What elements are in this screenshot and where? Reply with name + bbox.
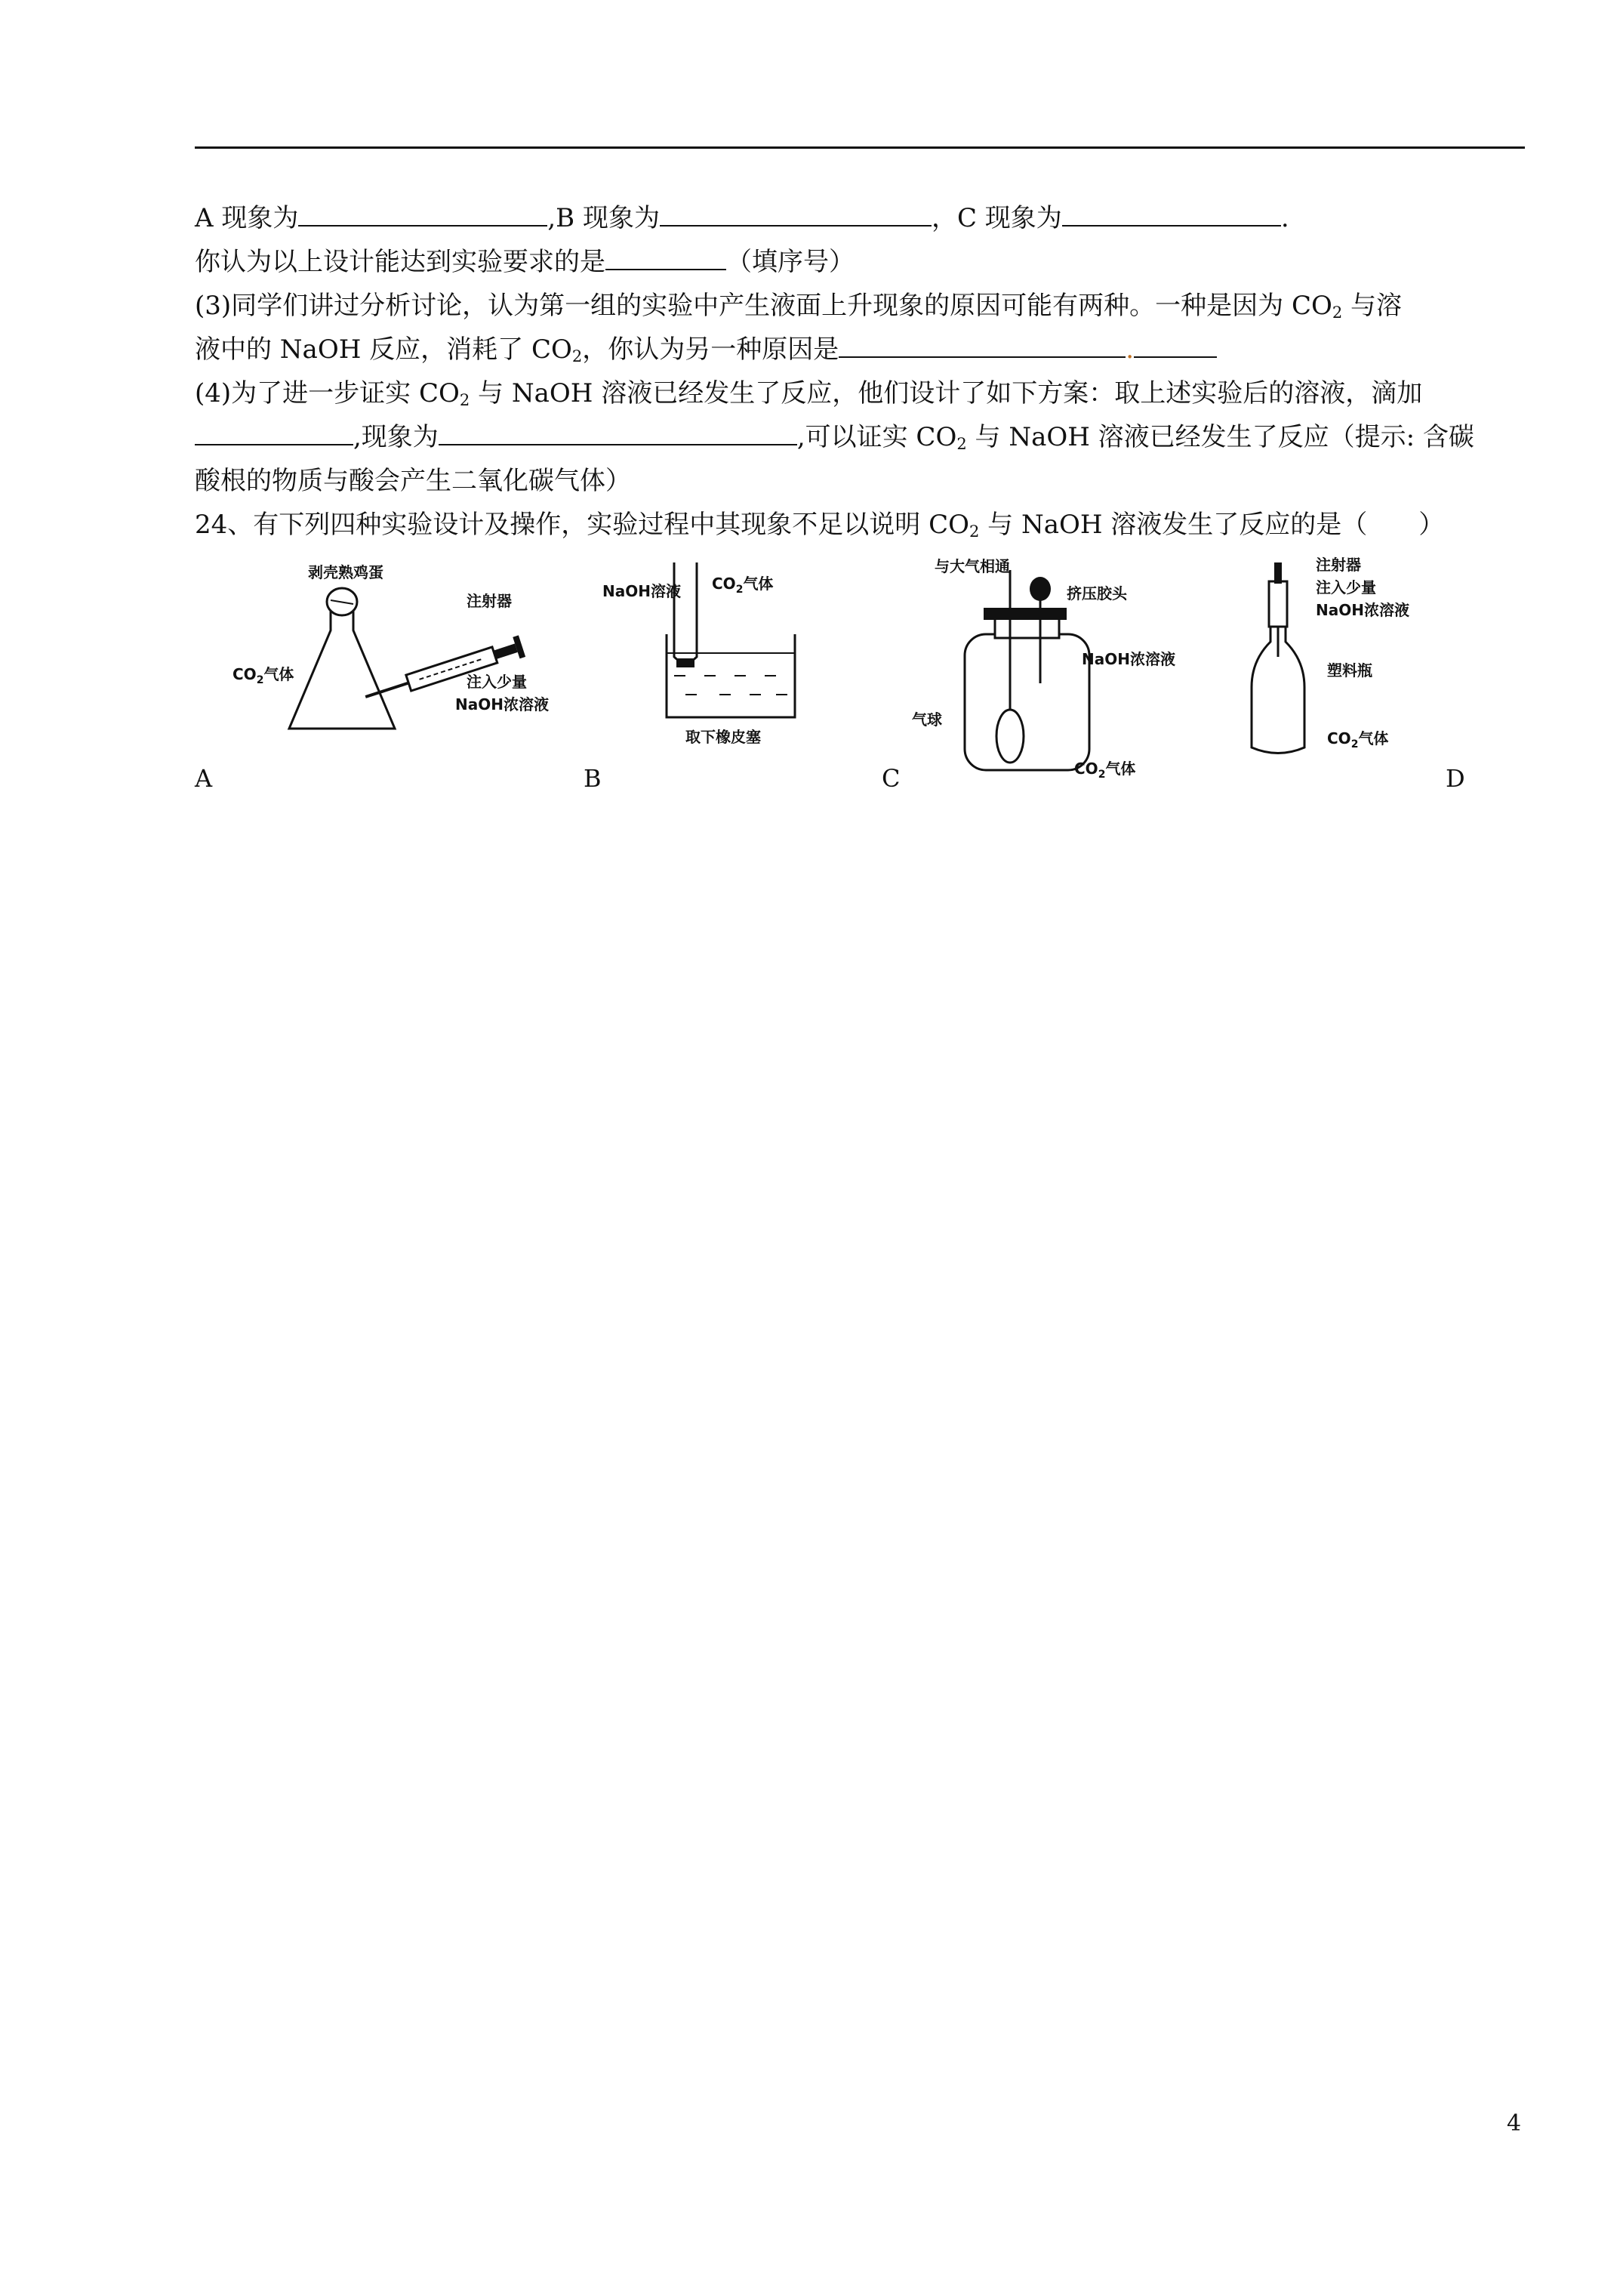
stray-dot: . bbox=[1126, 334, 1135, 365]
syringe-d-label: 注射器 bbox=[1316, 556, 1361, 574]
part4-hint-end: 酸根的物质与酸会产生二氧化碳气体） bbox=[195, 466, 631, 496]
part4-text-b: 与 NaOH 溶液已经发生了反应，他们设计了如下方案：取上述实验后的溶液，滴加 bbox=[470, 378, 1423, 408]
bulb-label: 挤压胶头 bbox=[1067, 584, 1127, 603]
a-phenomenon-label: A 现象为 bbox=[195, 203, 299, 233]
other-reason-blank-tail[interactable] bbox=[1134, 331, 1217, 358]
option-a-label: A bbox=[195, 764, 213, 793]
naoh-label-c: NaOH浓溶液 bbox=[1082, 650, 1175, 668]
inject-label-2: NaOH浓溶液 bbox=[455, 695, 549, 713]
a-phenomenon-blank[interactable] bbox=[298, 199, 547, 227]
jar-stopper bbox=[984, 608, 1067, 620]
test-tube bbox=[674, 562, 697, 663]
inject-label-1: 注入少量 bbox=[467, 673, 527, 691]
figure-c-jar bbox=[912, 555, 1229, 781]
part4-text-d: 与 NaOH 溶液已经发生了反应（提示: 含碳 bbox=[966, 422, 1474, 452]
design-blank[interactable] bbox=[605, 243, 726, 270]
option-b-label: B bbox=[584, 764, 602, 793]
c-phenomenon-blank[interactable] bbox=[1062, 199, 1281, 227]
q24-text-b: 与 NaOH 溶液发生了反应的是（ ） bbox=[979, 510, 1445, 540]
stopper-label: 取下橡皮塞 bbox=[685, 728, 761, 744]
part3-text-a: (3)同学们讲过分析讨论，认为第一组的实验中产生液面上升现象的原因可能有两种。一种是因为 CO bbox=[195, 291, 1332, 321]
bottle-label: 塑料瓶 bbox=[1327, 661, 1372, 680]
q23-part4-line3 bbox=[195, 459, 1525, 503]
c-phenomenon-label: ，C 现象为 bbox=[931, 203, 1062, 233]
b-phenomenon-blank[interactable] bbox=[660, 199, 932, 227]
syringe-needle bbox=[365, 683, 408, 697]
part3-line2-a: 液中的 NaOH 反应，消耗了 CO bbox=[195, 334, 572, 365]
subscript: 2 bbox=[459, 391, 470, 409]
part4-text-c: ,可以证实 CO bbox=[796, 422, 957, 452]
co2-label-d: $CO_2$气体 bbox=[1327, 729, 1389, 750]
subscript: 2 bbox=[956, 435, 967, 453]
q23-phenomena-line bbox=[195, 196, 1525, 240]
page-number: 4 bbox=[1507, 2110, 1522, 2137]
balloon-label: 气球 bbox=[912, 710, 942, 729]
naoh-label-b: NaOH溶液 bbox=[602, 582, 681, 600]
header-rule bbox=[195, 146, 1525, 149]
option-d-label: D bbox=[1446, 764, 1465, 793]
co2-label-a: $CO_2$气体 bbox=[233, 665, 294, 686]
egg-label: 剥壳熟鸡蛋 bbox=[308, 563, 383, 581]
figure-a-flask bbox=[233, 555, 550, 744]
balloon bbox=[996, 710, 1024, 763]
reagent-blank[interactable] bbox=[195, 418, 353, 445]
liquid-hatch bbox=[674, 676, 787, 695]
syringe-d-barrel bbox=[1269, 581, 1287, 627]
design-question: 你认为以上设计能达到实验要求的是 bbox=[195, 247, 605, 277]
subscript: 2 bbox=[969, 522, 980, 541]
inject-d-label-1: 注入少量 bbox=[1316, 578, 1376, 596]
q24-figures bbox=[195, 555, 1525, 797]
q23-design-line bbox=[195, 240, 1525, 284]
figure-d-bottle bbox=[1214, 555, 1523, 766]
figure-b-trough bbox=[602, 555, 874, 744]
subscript: 2 bbox=[1332, 304, 1343, 322]
rubber-stopper bbox=[676, 658, 694, 667]
design-suffix: （填序号） bbox=[726, 247, 855, 277]
other-reason-blank[interactable] bbox=[839, 331, 1126, 358]
rubber-bulb bbox=[1030, 577, 1051, 601]
jar bbox=[965, 634, 1089, 770]
inject-d-label-2: NaOH浓溶液 bbox=[1316, 601, 1409, 619]
option-c-label: C bbox=[882, 764, 901, 793]
q24-stem bbox=[195, 503, 1525, 547]
b-phenomenon-label: ,B 现象为 bbox=[547, 203, 660, 233]
part3-text-b: 与溶 bbox=[1342, 291, 1403, 321]
part4-phenomenon-label: ,现象为 bbox=[353, 422, 439, 452]
part4-text-a: (4)为了进一步证实 CO bbox=[195, 378, 460, 408]
subscript: 2 bbox=[571, 347, 583, 365]
co2-label-b: $CO_2$气体 bbox=[712, 575, 774, 596]
q23-part3-line1 bbox=[195, 284, 1525, 328]
syringe-d-plunger bbox=[1274, 562, 1282, 584]
question-text bbox=[195, 196, 1525, 547]
q24-text-a: 24、有下列四种实验设计及操作，实验过程中其现象不足以说明 CO bbox=[195, 510, 969, 540]
atmosphere-label: 与大气相通 bbox=[935, 557, 1010, 575]
q23-part4-line2 bbox=[195, 415, 1525, 459]
q23-part4-line1 bbox=[195, 371, 1525, 415]
syringe-plunger bbox=[494, 643, 518, 659]
line-end-period: . bbox=[1280, 203, 1289, 233]
syringe-label: 注射器 bbox=[467, 592, 512, 610]
q23-part3-line2 bbox=[195, 328, 1525, 371]
flask-outline bbox=[289, 603, 395, 729]
part4-phenomenon-blank[interactable] bbox=[439, 418, 797, 445]
part3-line2-b: ，你认为另一种原因是 bbox=[582, 334, 839, 365]
co2-label-c: $CO_2$气体 bbox=[1074, 760, 1136, 781]
